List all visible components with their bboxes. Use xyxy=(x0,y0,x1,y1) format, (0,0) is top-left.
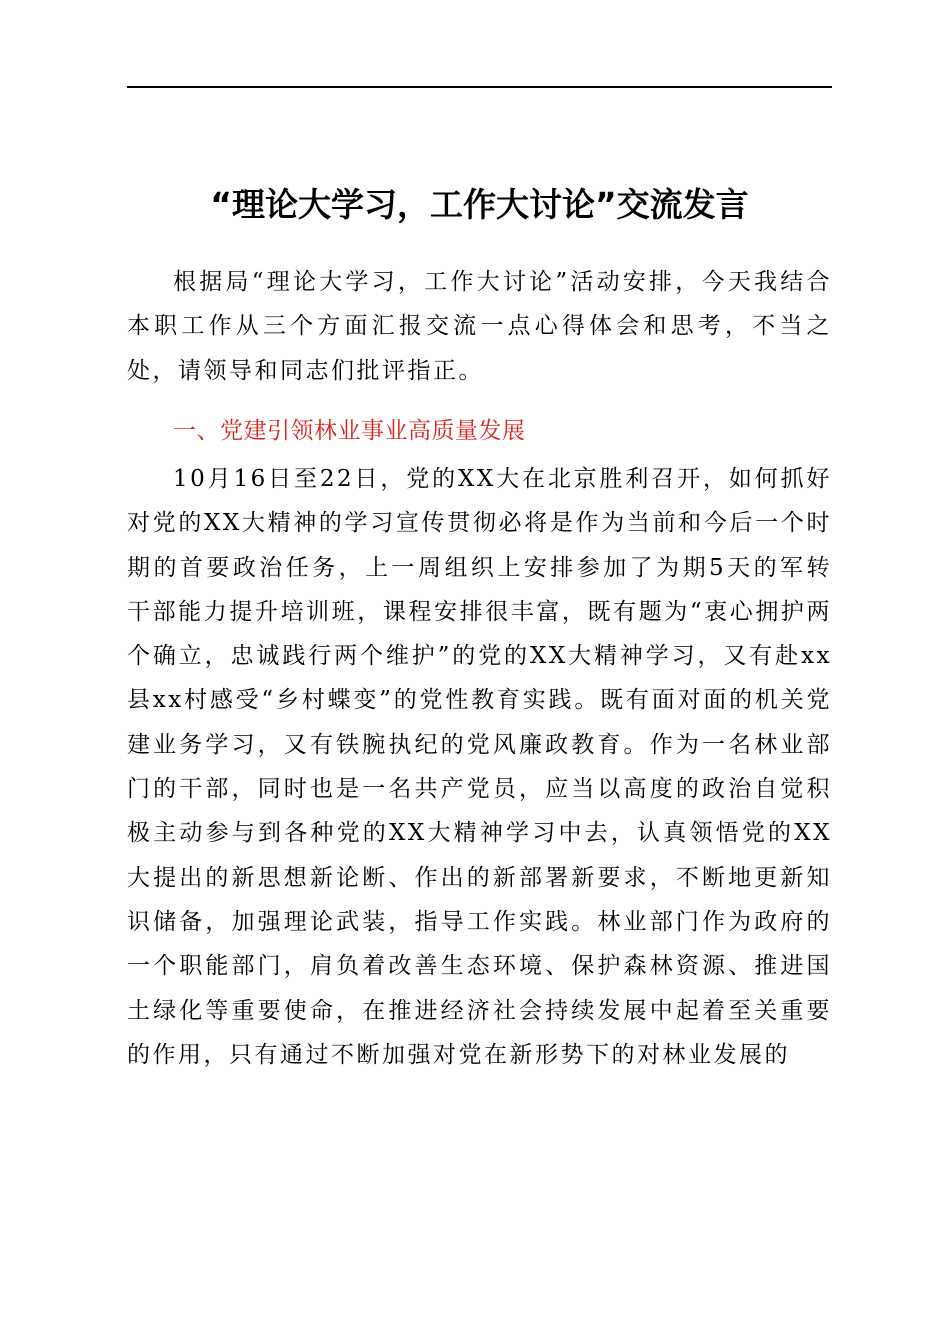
section-1-paragraph: 10月16日至22日，党的XX大在北京胜利召开，如何抓好对党的XX大精神的学习宣传贯彻必将是作为当前和今后一个时期的首要政治任务，上一周组织上安排参加了为期5天的军转干部能力提升培训班，课程安排很丰富，既有题为“衷心拥护两个确立，忠诚践行两个维护”的党的XX大精神学习，又有赴xx县xx村感受“乡村蝶变”的党性教育实践。既有面对面的机关党建业务学习，又有铁腕执纪的党风廉政教育。作为一名林业部门的干部，同时也是一名共产党员，应当以高度的政治自觉积极主动参与到各种党的XX大精神学习中去，认真领悟党的XX大提出的新思想新论断、作出的新部署新要求，不断地更新知识储备，加强理论武装，指导工作实践。林业部门作为政府的一个职能部门，肩负着改善生态环境、保护森林资源、推进国土绿化等重要使命，在推进经济社会持续发展中起着至关重要的作用，只有通过不断加强对党在新形势下的对林业发展的 xyxy=(127,466,832,1068)
section-heading-1: 一、党建引领林业事业高质量发展 xyxy=(173,418,526,444)
intro-paragraph: 根据局“理论大学习，工作大讨论”活动安排，今天我结合本职工作从三个方面汇报交流一点心得体会和思考，不当之处，请领导和同志们批评指正。 xyxy=(127,269,832,384)
header-rule xyxy=(127,86,832,88)
document-title: “理论大学习，工作大讨论”交流发言 xyxy=(210,185,749,224)
